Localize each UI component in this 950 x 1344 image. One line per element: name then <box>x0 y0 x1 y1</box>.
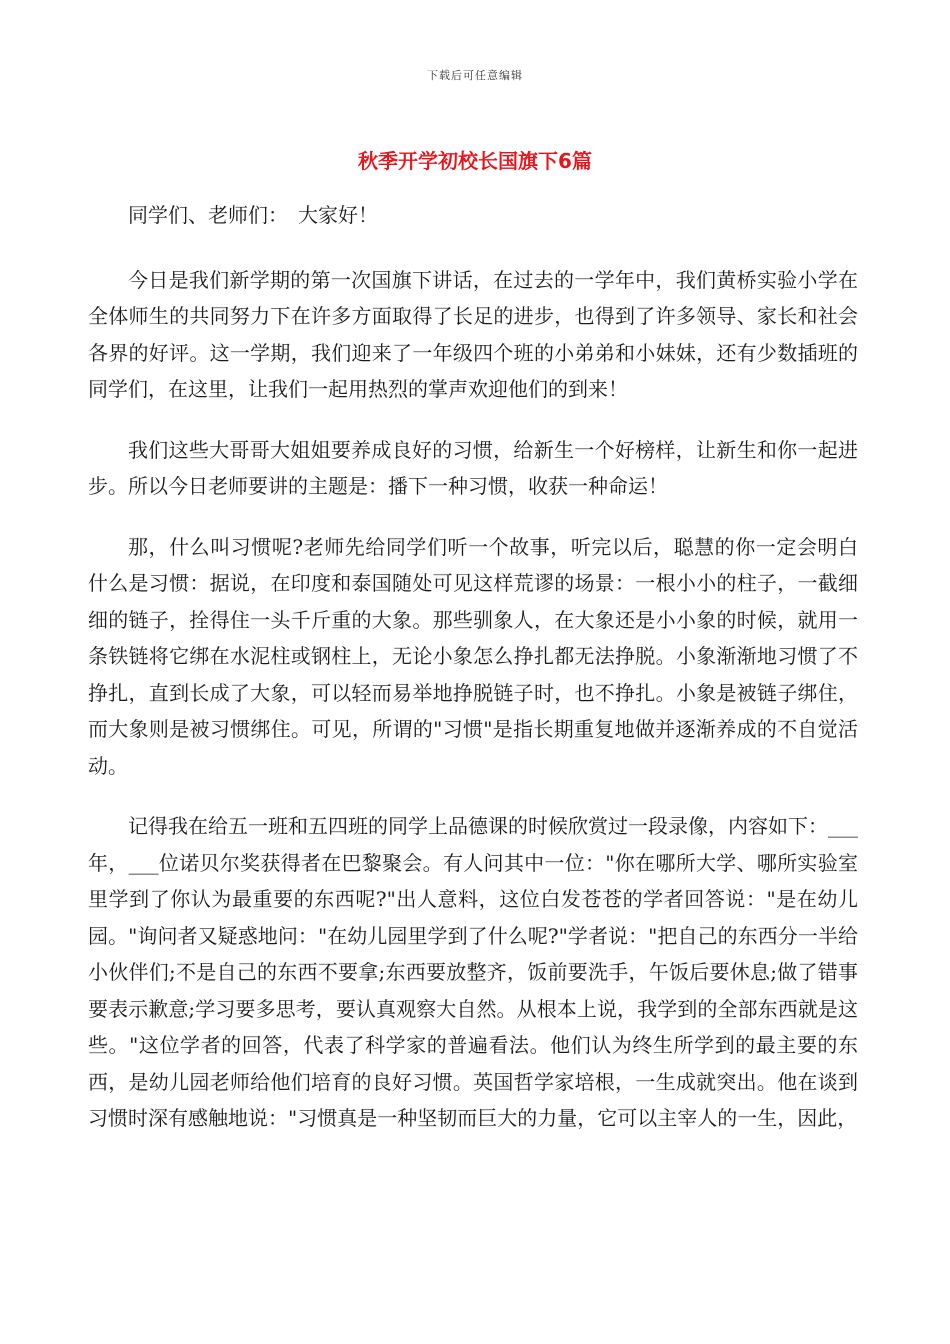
body-paragraph: 记得我在给五一班和五四班的同学上品德课的时候欣赏过一段录像，内容如下：___年，___位诺贝尔奖获得者在巴黎聚会。有人问其中一位："你在哪所大学、哪所实验室里学到了你认为最重要的东西呢?"出人意料，这位白发苍苍的学者回答说："是在幼儿园。"询问者又疑惑地问："在幼儿园里学到了什么呢?"学者说："把自己的东西分一半给小伙伴们;不是自己的东西不要拿;东西要放整齐，饭前要洗手，午饭后要休息;做了错事要表示歉意;学习要多思考，要认真观察大自然。从根本上说，我学到的全部东西就是这些。"这位学者的回答，代表了科学家的普遍看法。他们认为终生所学到的最主要的东西，是幼儿园老师给他们培育的良好习惯。英国哲学家培根，一生成就突出。他在谈到习惯时深有感触地说："习惯真是一种坚韧而巨大的力量，它可以主宰人的一生，因此， <box>88 814 858 1130</box>
document-title: 秋季开学初校长国旗下6篇 <box>358 149 592 173</box>
body-paragraph: 今日是我们新学期的第一次国旗下讲话，在过去的一学年中，我们黄桥实验小学在全体师生的共同努力下在许多方面取得了长足的进步，也得到了许多领导、家长和社会各界的好评。这一学期，我们迎来了一年级四个班的小弟弟和小妹妹，还有少数插班的同学们，在这里，让我们一起用热烈的掌声欢迎他们的到来！ <box>88 267 858 401</box>
body-paragraph: 我们这些大哥哥大姐姐要养成良好的习惯，给新生一个好榜样，让新生和你一起进步。所以今日老师要讲的主题是：播下一种习惯，收获一种命运！ <box>88 437 858 498</box>
body-paragraph: 那，什么叫习惯呢?老师先给同学们听一个故事，听完以后，聪慧的你一定会明白什么是习惯：据说，在印度和泰国随处可见这样荒谬的场景：一根小小的柱子，一截细细的链子，拴得住一头千斤重的大象。那些驯象人，在大象还是小小象的时候，就用一条铁链将它绑在水泥柱或钢柱上，无论小象怎么挣扎都无法挣脱。小象渐渐地习惯了不挣扎，直到长成了大象，可以轻而易举地挣脱链子时，也不挣扎。小象是被链子绑住，而大象则是被习惯绑住。可见，所谓的"习惯"是指长期重复地做并逐渐养成的不自觉活动。 <box>88 534 858 778</box>
header-note: 下载后可任意编辑 <box>427 69 523 82</box>
greeting-paragraph: 同学们、老师们： 大家好！ <box>128 203 378 227</box>
document-body <box>88 197 858 1161</box>
